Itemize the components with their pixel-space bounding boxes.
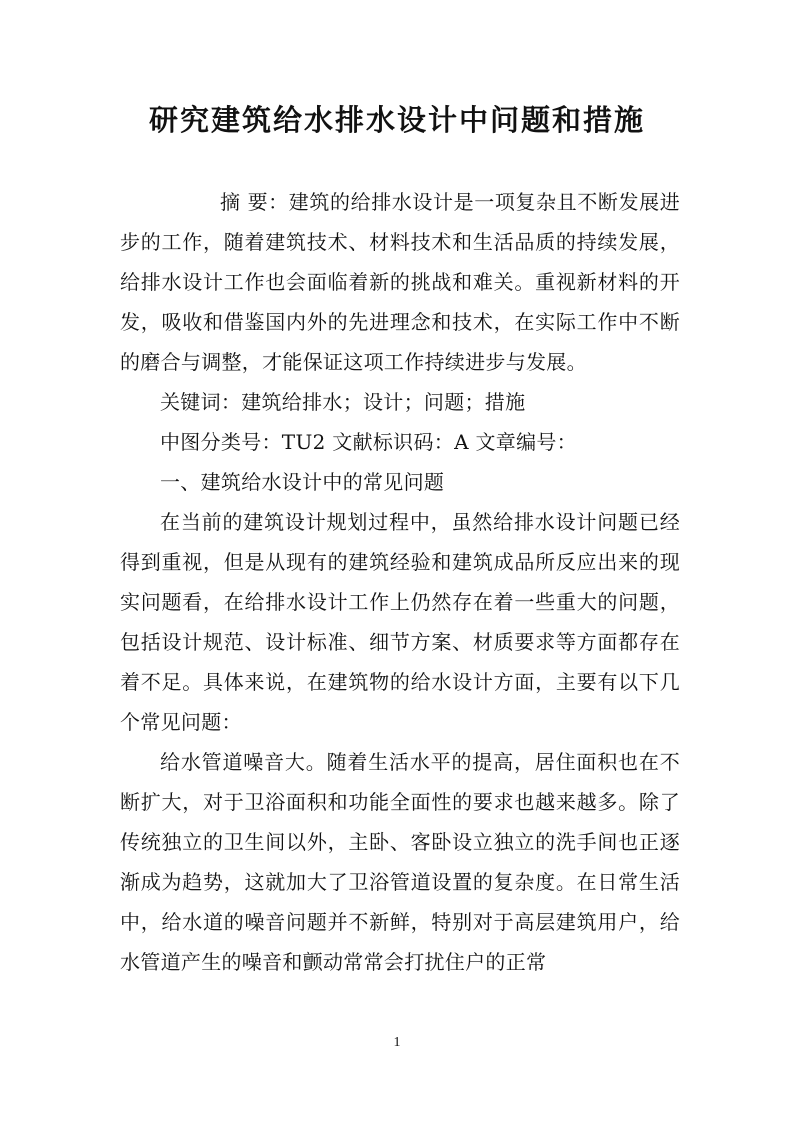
document-title: 研究建筑给水排水设计中问题和措施 — [148, 103, 645, 137]
classification-line: 中图分类号：TU2 文献标识码：A 文章编号： — [160, 430, 577, 454]
section-heading: 一、建筑给水设计中的常见问题 — [160, 470, 445, 494]
keywords-line: 关键词：建筑给排水；设计；问题；措施 — [160, 390, 526, 414]
body-paragraph-1: 在当前的建筑设计规划过程中，虽然给排水设计问题已经得到重视，但是从现有的建筑经验和建筑成品所反应出来的现实问题看，在给排水设计工作上仍然存在着一些重大的问题，包括设计规范、设计标准、细节方案、材质要求等方面都存在着不足。具体来说，在建筑物的给水设计方面，主要有以下几个常见问题： — [120, 510, 680, 734]
page-number: 1 — [393, 1035, 401, 1050]
body-paragraph-2: 给水管道噪音大。随着生活水平的提高，居住面积也在不断扩大，对于卫浴面积和功能全面性的要求也越来越多。除了传统独立的卫生间以外，主卧、客卧设立独立的洗手间也正逐渐成为趋势，这就加大了卫浴管道设置的复杂度。在日常生活中，给水道的噪音问题并不新鲜，特别对于高层建筑用户，给水管道产生的噪音和颤动常常会打扰住户的正常 — [120, 750, 680, 974]
document-body — [120, 182, 680, 982]
abstract-paragraph: 摘 要：建筑的给排水设计是一项复杂且不断发展进步的工作，随着建筑技术、材料技术和生活品质的持续发展，给排水设计工作也会面临着新的挑战和难关。重视新材料的开发，吸收和借鉴国内外的先进理念和技术，在实际工作中不断的磨合与调整，才能保证这项工作持续进步与发展。 — [120, 190, 680, 374]
